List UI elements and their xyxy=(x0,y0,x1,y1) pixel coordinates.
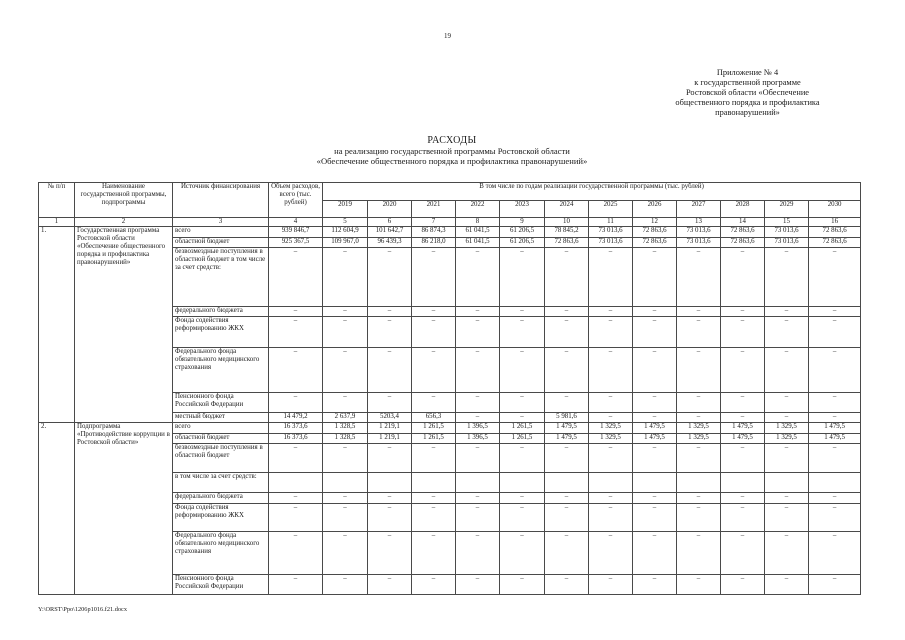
year-value-cell: 86 874,3 xyxy=(412,227,456,238)
title-line: на реализацию государственной программы Ростовской области xyxy=(334,146,570,156)
year-value-cell: – xyxy=(368,575,412,595)
year-value-cell: – xyxy=(677,413,721,423)
year-value-cell: – xyxy=(456,317,500,348)
total-value-cell: – xyxy=(269,307,323,317)
year-value-cell: 101 642,7 xyxy=(368,227,412,238)
year-value-cell: – xyxy=(589,307,633,317)
year-value-cell xyxy=(809,473,861,493)
total-value-cell: – xyxy=(269,317,323,348)
year-value-cell: 656,3 xyxy=(412,413,456,423)
year-value-cell: – xyxy=(721,532,765,575)
year-value-cell: – xyxy=(323,504,368,532)
column-number: 15 xyxy=(765,218,809,227)
year-value-cell: 1 479,5 xyxy=(809,434,861,444)
year-value-cell: – xyxy=(765,307,809,317)
title-line: «Обеспечение общественного порядка и профилактика правонарушений» xyxy=(316,156,588,166)
year-value-cell xyxy=(721,473,765,493)
column-number: 14 xyxy=(721,218,765,227)
year-value-cell: 1 219,1 xyxy=(368,423,412,434)
total-value-cell: 16 373,6 xyxy=(269,423,323,434)
year-value-cell: – xyxy=(677,575,721,595)
year-value-cell: – xyxy=(368,393,412,413)
year-header: 2024 xyxy=(545,201,589,218)
year-header: 2021 xyxy=(412,201,456,218)
year-value-cell: 1 479,5 xyxy=(721,423,765,434)
year-value-cell: – xyxy=(589,317,633,348)
year-header: 2030 xyxy=(809,201,861,218)
year-value-cell: 1 329,5 xyxy=(589,423,633,434)
row-number: 1. xyxy=(39,227,75,423)
year-value-cell: – xyxy=(809,532,861,575)
year-value-cell: – xyxy=(633,444,677,473)
year-value-cell: – xyxy=(545,348,589,393)
year-value-cell: 1 328,5 xyxy=(323,423,368,434)
funding-source: Фонда содействия реформированию ЖКХ xyxy=(173,504,269,532)
year-value-cell: – xyxy=(368,493,412,504)
column-number: 1 xyxy=(39,218,75,227)
year-value-cell: – xyxy=(500,307,545,317)
total-value-cell: – xyxy=(269,532,323,575)
year-value-cell: – xyxy=(456,413,500,423)
year-value-cell: 1 261,5 xyxy=(500,423,545,434)
year-value-cell: 112 604,9 xyxy=(323,227,368,238)
column-number: 9 xyxy=(500,218,545,227)
appendix-line: Ростовской области «Обеспечение xyxy=(685,88,810,97)
year-value-cell: 73 013,6 xyxy=(765,227,809,238)
year-value-cell: – xyxy=(412,444,456,473)
year-value-cell: 1 479,5 xyxy=(633,434,677,444)
year-value-cell: – xyxy=(633,504,677,532)
year-value-cell: – xyxy=(677,493,721,504)
year-value-cell: – xyxy=(633,317,677,348)
year-value-cell: 61 041,5 xyxy=(456,227,500,238)
year-value-cell: – xyxy=(809,393,861,413)
year-value-cell: 1 479,5 xyxy=(721,434,765,444)
year-value-cell: – xyxy=(809,575,861,595)
year-value-cell: 1 261,5 xyxy=(500,434,545,444)
year-value-cell xyxy=(412,473,456,493)
year-value-cell xyxy=(677,473,721,493)
year-value-cell: – xyxy=(456,248,500,307)
year-value-cell: – xyxy=(412,532,456,575)
year-value-cell: – xyxy=(456,393,500,413)
year-header: 2023 xyxy=(500,201,545,218)
year-header: 2022 xyxy=(456,201,500,218)
year-value-cell: – xyxy=(500,575,545,595)
funding-source: областной бюджет xyxy=(173,238,269,248)
column-number: 7 xyxy=(412,218,456,227)
year-value-cell: – xyxy=(412,504,456,532)
total-value-cell: – xyxy=(269,575,323,595)
year-header: 2027 xyxy=(677,201,721,218)
year-header: 2020 xyxy=(368,201,412,218)
year-value-cell: – xyxy=(456,575,500,595)
year-value-cell: – xyxy=(323,493,368,504)
year-value-cell: – xyxy=(500,393,545,413)
year-value-cell: – xyxy=(368,348,412,393)
funding-source: безвозмездные поступления в областной бюджет xyxy=(173,444,269,473)
funding-source: местный бюджет xyxy=(173,413,269,423)
year-header: 2025 xyxy=(589,201,633,218)
year-value-cell xyxy=(456,473,500,493)
year-value-cell: 109 967,0 xyxy=(323,238,368,248)
year-value-cell: – xyxy=(589,444,633,473)
year-value-cell: 96 439,3 xyxy=(368,238,412,248)
year-value-cell: – xyxy=(765,444,809,473)
year-value-cell: – xyxy=(323,307,368,317)
year-value-cell: – xyxy=(589,248,633,307)
year-value-cell: – xyxy=(721,575,765,595)
year-value-cell: 1 396,5 xyxy=(456,434,500,444)
year-value-cell: – xyxy=(500,348,545,393)
year-value-cell: – xyxy=(809,307,861,317)
appendix-heading xyxy=(640,68,855,118)
table-row xyxy=(39,423,861,434)
table-row xyxy=(39,227,861,238)
year-value-cell: – xyxy=(633,348,677,393)
year-value-cell: – xyxy=(633,248,677,307)
year-value-cell: – xyxy=(633,393,677,413)
year-value-cell: 73 013,6 xyxy=(765,238,809,248)
total-value-cell: – xyxy=(269,444,323,473)
year-value-cell: – xyxy=(456,307,500,317)
header-row xyxy=(39,183,861,201)
year-value-cell: 1 329,5 xyxy=(677,423,721,434)
appendix-line: Приложение № 4 xyxy=(716,68,779,77)
year-value-cell: – xyxy=(765,575,809,595)
header-source: Источник финансирования xyxy=(173,183,269,218)
funding-source: областной бюджет xyxy=(173,434,269,444)
year-value-cell: – xyxy=(545,248,589,307)
year-value-cell: 72 863,6 xyxy=(633,227,677,238)
year-value-cell: 1 328,5 xyxy=(323,434,368,444)
column-number: 6 xyxy=(368,218,412,227)
appendix-line: к государственной программе xyxy=(694,78,801,87)
year-value-cell: – xyxy=(412,493,456,504)
year-value-cell: – xyxy=(721,493,765,504)
year-value-cell: – xyxy=(809,444,861,473)
year-value-cell: – xyxy=(500,444,545,473)
column-number: 3 xyxy=(173,218,269,227)
year-value-cell: – xyxy=(633,575,677,595)
year-value-cell: – xyxy=(456,348,500,393)
year-value-cell: 1 479,5 xyxy=(545,423,589,434)
header-by-years: В том числе по годам реализации государственной программы (тыс. рублей) xyxy=(323,183,861,201)
year-value-cell: – xyxy=(589,413,633,423)
year-value-cell: 61 206,5 xyxy=(500,238,545,248)
column-number: 13 xyxy=(677,218,721,227)
year-value-cell: – xyxy=(765,248,809,307)
year-value-cell: 72 863,6 xyxy=(633,238,677,248)
year-value-cell: – xyxy=(589,532,633,575)
year-value-cell: – xyxy=(500,532,545,575)
funding-source: Федерального фонда обязательного медицинского страхования xyxy=(173,348,269,393)
year-header: 2019 xyxy=(323,201,368,218)
header-num: № п/п xyxy=(39,183,75,218)
page-number: 19 xyxy=(444,32,451,40)
column-number: 16 xyxy=(809,218,861,227)
total-value-cell: – xyxy=(269,493,323,504)
year-value-cell: – xyxy=(809,413,861,423)
year-value-cell: 61 041,5 xyxy=(456,238,500,248)
year-value-cell: – xyxy=(765,393,809,413)
year-value-cell: – xyxy=(809,317,861,348)
year-value-cell: – xyxy=(323,248,368,307)
funding-source: Федерального фонда обязательного медицинского страхования xyxy=(173,532,269,575)
funding-source: всего xyxy=(173,227,269,238)
year-value-cell: – xyxy=(323,393,368,413)
year-value-cell xyxy=(368,473,412,493)
year-value-cell: – xyxy=(412,248,456,307)
year-value-cell: 1 261,5 xyxy=(412,423,456,434)
year-value-cell: 1 219,1 xyxy=(368,434,412,444)
year-value-cell: – xyxy=(500,504,545,532)
year-value-cell: – xyxy=(456,444,500,473)
funding-source: федерального бюджета xyxy=(173,493,269,504)
row-number: 2. xyxy=(39,423,75,595)
total-value-cell: – xyxy=(269,393,323,413)
year-value-cell: – xyxy=(677,532,721,575)
header-name: Наименование государственной программы, подпрограммы xyxy=(75,183,173,218)
funding-source: Фонда содействия реформированию ЖКХ xyxy=(173,317,269,348)
year-value-cell: 73 013,6 xyxy=(677,238,721,248)
year-value-cell: – xyxy=(323,348,368,393)
year-value-cell: – xyxy=(765,317,809,348)
year-value-cell: – xyxy=(412,317,456,348)
column-number: 2 xyxy=(75,218,173,227)
year-value-cell: – xyxy=(589,393,633,413)
year-value-cell: 1 261,5 xyxy=(412,434,456,444)
year-value-cell: – xyxy=(721,413,765,423)
year-value-cell: 72 863,6 xyxy=(809,238,861,248)
year-value-cell: – xyxy=(545,504,589,532)
year-value-cell: – xyxy=(721,248,765,307)
column-number: 10 xyxy=(545,218,589,227)
year-value-cell: – xyxy=(809,248,861,307)
year-value-cell: – xyxy=(545,393,589,413)
year-value-cell: – xyxy=(368,504,412,532)
year-value-cell: – xyxy=(368,317,412,348)
year-value-cell: – xyxy=(633,307,677,317)
year-value-cell: – xyxy=(677,307,721,317)
year-value-cell: – xyxy=(677,393,721,413)
year-value-cell: – xyxy=(765,504,809,532)
year-value-cell: 86 218,0 xyxy=(412,238,456,248)
year-value-cell: – xyxy=(677,504,721,532)
year-value-cell: 1 329,5 xyxy=(765,434,809,444)
year-value-cell: – xyxy=(500,317,545,348)
year-value-cell: – xyxy=(765,348,809,393)
year-value-cell: – xyxy=(721,348,765,393)
year-value-cell: – xyxy=(412,575,456,595)
appendix-line: общественного порядка и профилактика xyxy=(675,98,820,107)
year-value-cell: 61 206,5 xyxy=(500,227,545,238)
year-value-cell: 72 863,6 xyxy=(721,238,765,248)
year-value-cell: 1 329,5 xyxy=(589,434,633,444)
total-value-cell: – xyxy=(269,348,323,393)
year-value-cell: – xyxy=(323,444,368,473)
total-value-cell: 14 479,2 xyxy=(269,413,323,423)
year-value-cell: – xyxy=(589,575,633,595)
year-value-cell: 5203,4 xyxy=(368,413,412,423)
year-value-cell: – xyxy=(368,307,412,317)
year-value-cell: – xyxy=(677,348,721,393)
year-value-cell: 72 863,6 xyxy=(809,227,861,238)
total-value-cell xyxy=(269,473,323,493)
year-value-cell: – xyxy=(765,493,809,504)
year-value-cell: 73 013,6 xyxy=(589,238,633,248)
header-total: Объем расходов, всего (тыс. рублей) xyxy=(269,183,323,218)
year-value-cell: 5 981,6 xyxy=(545,413,589,423)
year-value-cell: – xyxy=(412,393,456,413)
total-value-cell: – xyxy=(269,504,323,532)
year-value-cell: 1 479,5 xyxy=(809,423,861,434)
column-number: 4 xyxy=(269,218,323,227)
column-number: 8 xyxy=(456,218,500,227)
year-value-cell: – xyxy=(721,444,765,473)
year-value-cell: – xyxy=(500,248,545,307)
year-value-cell: – xyxy=(323,532,368,575)
year-value-cell: – xyxy=(545,307,589,317)
year-value-cell: – xyxy=(677,444,721,473)
funding-source: безвозмездные поступления в областной бюджет в том числе за счет средств: xyxy=(173,248,269,307)
funding-source: в том числе за счет средств: xyxy=(173,473,269,493)
year-value-cell: – xyxy=(721,307,765,317)
year-value-cell: 1 479,5 xyxy=(633,423,677,434)
year-value-cell: – xyxy=(368,532,412,575)
total-value-cell: 16 373,6 xyxy=(269,434,323,444)
funding-source: Пенсионного фонда Российской Федерации xyxy=(173,393,269,413)
year-value-cell xyxy=(500,473,545,493)
year-value-cell: – xyxy=(545,575,589,595)
year-value-cell: 1 396,5 xyxy=(456,423,500,434)
year-value-cell: – xyxy=(633,532,677,575)
expenses-table xyxy=(38,182,861,595)
year-value-cell: 2 637,9 xyxy=(323,413,368,423)
funding-source: Пенсионного фонда Российской Федерации xyxy=(173,575,269,595)
year-value-cell: – xyxy=(368,248,412,307)
appendix-line: правонарушений» xyxy=(715,108,780,117)
year-value-cell: – xyxy=(809,348,861,393)
year-value-cell xyxy=(589,473,633,493)
year-value-cell: – xyxy=(545,532,589,575)
year-value-cell: – xyxy=(500,493,545,504)
file-path-footer: Y:\ORST\Ppo\1206p1016.f21.docx xyxy=(38,606,127,613)
year-value-cell: – xyxy=(677,248,721,307)
year-value-cell: – xyxy=(456,504,500,532)
year-value-cell: – xyxy=(721,504,765,532)
year-value-cell: – xyxy=(721,317,765,348)
total-value-cell: 939 846,7 xyxy=(269,227,323,238)
document-title xyxy=(250,136,654,166)
year-value-cell xyxy=(323,473,368,493)
column-number: 12 xyxy=(633,218,677,227)
column-numbers-row xyxy=(39,218,861,227)
year-value-cell: – xyxy=(677,317,721,348)
year-value-cell: 78 845,2 xyxy=(545,227,589,238)
year-value-cell: – xyxy=(412,307,456,317)
year-value-cell: – xyxy=(765,532,809,575)
year-value-cell: 72 863,6 xyxy=(545,238,589,248)
year-value-cell: – xyxy=(323,317,368,348)
year-value-cell: – xyxy=(721,393,765,413)
total-value-cell: – xyxy=(269,248,323,307)
year-value-cell xyxy=(633,473,677,493)
year-value-cell: – xyxy=(633,413,677,423)
year-value-cell: – xyxy=(809,493,861,504)
program-name: Государственная программа Ростовской области «Обеспечение общественного порядка и профилактика правонарушений» xyxy=(75,227,173,423)
year-value-cell: – xyxy=(545,493,589,504)
year-value-cell: – xyxy=(368,444,412,473)
year-value-cell: 1 329,5 xyxy=(765,423,809,434)
year-header: 2029 xyxy=(765,201,809,218)
year-value-cell: – xyxy=(809,504,861,532)
year-value-cell: – xyxy=(412,348,456,393)
year-value-cell xyxy=(765,473,809,493)
year-header: 2026 xyxy=(633,201,677,218)
funding-source: федерального бюджета xyxy=(173,307,269,317)
year-value-cell: – xyxy=(633,493,677,504)
year-value-cell: – xyxy=(589,493,633,504)
year-value-cell: – xyxy=(456,532,500,575)
year-value-cell: – xyxy=(589,348,633,393)
year-value-cell: – xyxy=(323,575,368,595)
column-number: 5 xyxy=(323,218,368,227)
year-value-cell: – xyxy=(589,504,633,532)
year-value-cell: 1 479,5 xyxy=(545,434,589,444)
year-value-cell: – xyxy=(456,493,500,504)
column-number: 11 xyxy=(589,218,633,227)
year-value-cell: 1 329,5 xyxy=(677,434,721,444)
funding-source: всего xyxy=(173,423,269,434)
year-value-cell: 73 013,6 xyxy=(677,227,721,238)
year-value-cell: 73 013,6 xyxy=(589,227,633,238)
total-value-cell: 925 367,5 xyxy=(269,238,323,248)
year-value-cell xyxy=(545,473,589,493)
year-value-cell: – xyxy=(545,317,589,348)
year-value-cell: – xyxy=(765,413,809,423)
year-header: 2028 xyxy=(721,201,765,218)
title-line: РАСХОДЫ xyxy=(427,135,477,146)
program-name: Подпрограмма «Противодействие коррупции в Ростовской области» xyxy=(75,423,173,595)
year-value-cell: 72 863,6 xyxy=(721,227,765,238)
year-value-cell: – xyxy=(545,444,589,473)
year-value-cell: – xyxy=(500,413,545,423)
